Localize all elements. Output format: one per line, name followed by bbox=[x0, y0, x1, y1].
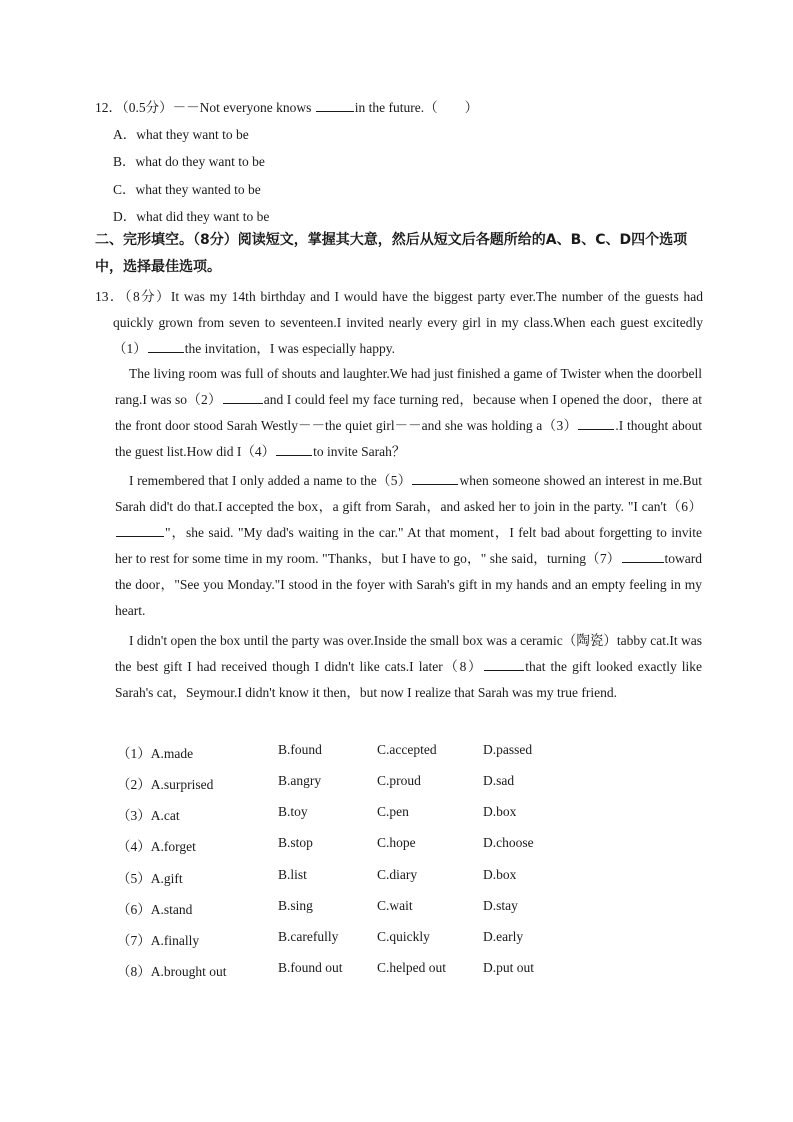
answer-blank-4 bbox=[276, 441, 312, 456]
answer-blank bbox=[316, 97, 354, 112]
passage-text: 13．（8分）It was my 14th birthday and I would have the biggest party ever.The number of the guests had quickly grown from seven to seventeen.I invited nearly every girl in my class.When each guest excitedly（1） bbox=[95, 289, 703, 356]
question-12-option-c: C．what they wanted to be bbox=[113, 182, 261, 197]
question-12-option-a: A．what they want to be bbox=[113, 127, 249, 142]
choice-a: （4）A.forget bbox=[117, 839, 196, 854]
choice-row bbox=[117, 898, 577, 918]
answer-blank-2 bbox=[223, 389, 263, 404]
choice-row bbox=[117, 773, 577, 793]
choice-d: D.sad bbox=[483, 773, 515, 788]
answer-blank-8 bbox=[484, 656, 524, 671]
choice-d: D.choose bbox=[483, 835, 534, 850]
question-12-stem bbox=[95, 96, 478, 116]
choice-d: D.passed bbox=[483, 742, 533, 757]
answer-blank-1 bbox=[148, 338, 184, 353]
choice-c: C.pen bbox=[377, 804, 409, 819]
choice-a: （3）A.cat bbox=[117, 808, 180, 823]
passage-paragraph-1 bbox=[95, 284, 703, 362]
passage-text: when someone showed an interest in me.But Sarah did't do that.I accepted the box，a gift from Sarah，and asked her to join in the party. "I can't（6） bbox=[115, 473, 702, 514]
choice-d: D.put out bbox=[483, 960, 535, 975]
passage-text: to invite Sarah？ bbox=[313, 444, 406, 459]
choice-c: C.wait bbox=[377, 898, 413, 913]
answer-blank-3 bbox=[578, 415, 614, 430]
choice-a: （7）A.finally bbox=[117, 933, 200, 948]
question-12-option-d: D．what did they want to be bbox=[113, 209, 270, 224]
passage-text: "，she said. "My dad's waiting in the car." At that moment，I felt bad about forgetting to invite her to rest for some time in my room. "Thanks，but I have to go，" she said，turning（7） bbox=[115, 525, 702, 566]
choice-row bbox=[117, 835, 577, 855]
passage-paragraph-2 bbox=[115, 361, 702, 465]
passage-text: I didn't open the box until the party was over.Inside the small box was a ceramic（陶瓷）tabby cat.It was the best gift I had received though I didn't like cats.I later（8） bbox=[115, 633, 702, 674]
choice-b: B.stop bbox=[278, 835, 313, 850]
choice-a: （5）A.gift bbox=[117, 871, 183, 886]
passage-text: I remembered that I only added a name to the（5） bbox=[129, 473, 412, 488]
passage-text: The living room was full of shouts and laughter.We had just finished a game of Twister when the doorbell rang.I was so（2） bbox=[115, 366, 702, 407]
choice-c: C.proud bbox=[377, 773, 421, 788]
choice-b: B.carefully bbox=[278, 929, 339, 944]
answer-blank-7 bbox=[622, 548, 664, 563]
section-heading: 二、完形填空。（8分）阅读短文，掌握其大意，然后从短文后各题所给的A、B、C、D四个选项中，选择最佳选项。 bbox=[95, 232, 688, 275]
choice-d: D.box bbox=[483, 867, 517, 882]
choice-c: C.helped out bbox=[377, 960, 446, 975]
choice-c: C.hope bbox=[377, 835, 416, 850]
choice-b: B.toy bbox=[278, 804, 308, 819]
choice-row bbox=[117, 960, 577, 980]
question-12-option-b: B．what do they want to be bbox=[113, 154, 265, 169]
choice-a: （6）A.stand bbox=[117, 902, 193, 917]
choice-b: B.found bbox=[278, 742, 322, 757]
choice-row bbox=[117, 867, 577, 887]
choice-row bbox=[117, 929, 577, 949]
choice-row bbox=[117, 804, 577, 824]
choice-c: C.accepted bbox=[377, 742, 437, 757]
passage-text: .I thought about the guest list.How did I（4） bbox=[115, 418, 702, 459]
question-12-suffix: in the future.（ ） bbox=[354, 100, 479, 115]
answer-blank-5 bbox=[412, 470, 458, 485]
choice-b: B.angry bbox=[278, 773, 322, 788]
passage-text: and I could feel my face turning red，because when I opened the door，there at the front door stood Sarah Westly－－the quiet girl－－and she was holding a（3） bbox=[115, 392, 702, 433]
choice-c: C.quickly bbox=[377, 929, 430, 944]
passage-text: toward the door，"See you Monday."I stood in the foyer with Sarah's gift in my hands and an empty feeling in my heart. bbox=[115, 551, 702, 618]
passage-text: the invitation，I was especially happy. bbox=[184, 341, 395, 356]
choice-d: D.stay bbox=[483, 898, 518, 913]
choice-d: D.box bbox=[483, 804, 517, 819]
question-12-prefix: 12．（0.5分）－－Not everyone knows bbox=[95, 100, 312, 115]
answer-blank-6 bbox=[116, 522, 164, 537]
passage-paragraph-3 bbox=[115, 468, 702, 624]
choice-a: （8）A.brought out bbox=[117, 964, 227, 979]
choice-b: B.list bbox=[278, 867, 307, 882]
choice-a: （2）A.surprised bbox=[117, 777, 214, 792]
choice-row bbox=[117, 742, 577, 762]
choice-c: C.diary bbox=[377, 867, 418, 882]
choice-d: D.early bbox=[483, 929, 524, 944]
choice-a: （1）A.made bbox=[117, 746, 194, 761]
choice-b: B.found out bbox=[278, 960, 343, 975]
passage-text: that the gift looked exactly like Sarah's cat，Seymour.I didn't know it then，but now I realize that Sarah was my true friend. bbox=[115, 659, 703, 700]
choice-b: B.sing bbox=[278, 898, 313, 913]
passage-paragraph-4 bbox=[115, 628, 702, 706]
